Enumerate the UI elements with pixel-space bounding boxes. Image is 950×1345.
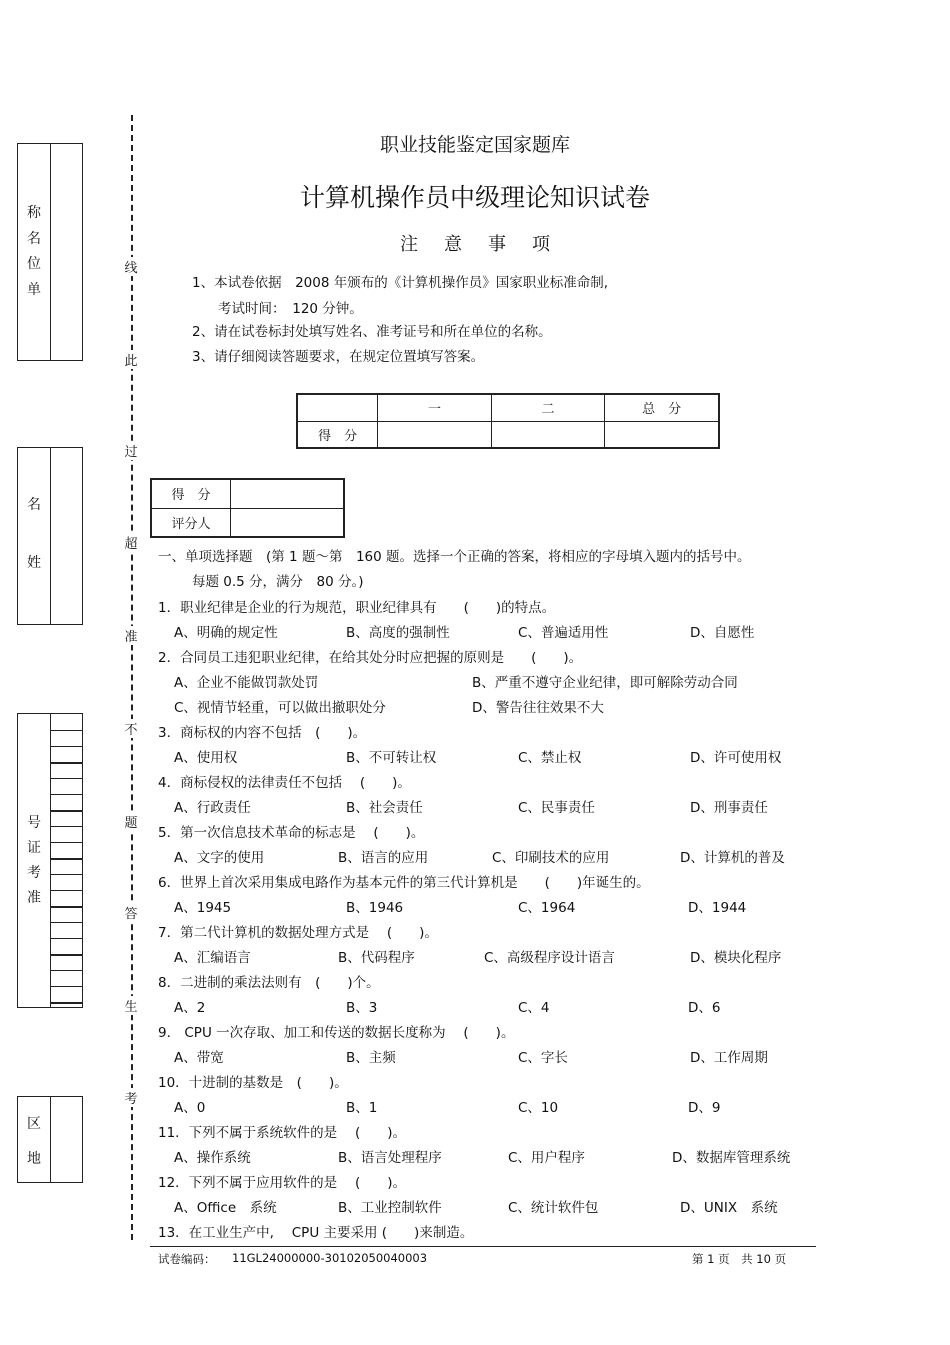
exam-number-cell-line: [51, 762, 82, 764]
exam-label-4: 准: [27, 890, 41, 906]
question-5-option: C、印刷技术的应用: [492, 850, 610, 866]
region-label-2: 地: [27, 1151, 41, 1167]
question-2-option: C、视情节轻重，可以做出撤职处分: [174, 700, 386, 716]
question-1-option: A、明确的规定性: [174, 625, 278, 641]
question-9-option: B、主频: [346, 1050, 396, 1066]
score-header-part1: 一: [378, 394, 492, 421]
grader-score-label: 得 分: [151, 479, 231, 508]
question-6-option: A、1945: [174, 900, 232, 916]
name-box-divider: [50, 448, 51, 624]
question-8-option: D、6: [688, 1000, 721, 1016]
question-10-option: A、0: [174, 1100, 206, 1116]
question-2-option: B、严重不遵守企业纪律，即可解除劳动合同: [472, 675, 738, 691]
binding-char: 准: [123, 626, 139, 645]
question-7-option: C、高级程序设计语言: [484, 950, 615, 966]
section-heading: 一、单项选择题 (第 1 题～第 160 题。选择一个正确的答案，将相应的字母填入题内的括号中。: [158, 549, 751, 565]
grader-table: [150, 478, 345, 538]
question-1: 1．职业纪律是企业的行为规范，职业纪律具有 ( )的特点。: [158, 600, 556, 616]
exam-number-cell-line: [51, 778, 82, 779]
question-5: 5．第一次信息技术革命的标志是 ( )。: [158, 825, 425, 841]
binding-dashed-line: [131, 115, 133, 1240]
binding-char: 题: [123, 812, 139, 831]
unit-label-3: 位: [27, 256, 41, 272]
question-3-option: C、禁止权: [518, 750, 582, 766]
question-5-option: A、文字的使用: [174, 850, 265, 866]
footer-code: 11GL24000000-30102050040003: [232, 1251, 428, 1265]
question-8-option: B、3: [346, 1000, 378, 1016]
question-12-option: A、Office 系统: [174, 1200, 277, 1216]
binding-char: 不: [123, 719, 139, 738]
question-10: 10．十进制的基数是 ( )。: [158, 1075, 348, 1091]
exam-label-3: 考: [27, 865, 41, 881]
exam-number-cell-line: [51, 970, 82, 971]
score-row-label: 得 分: [297, 421, 378, 448]
note-1-cont: 考试时间： 120 分钟。: [218, 301, 363, 317]
exam-number-cell-line: [51, 746, 82, 747]
question-9-option: A、带宽: [174, 1050, 224, 1066]
exam-number-cell-line: [51, 1002, 82, 1004]
question-3-option: B、不可转让权: [346, 750, 437, 766]
footer-page: 第 1 页 共 10 页: [692, 1252, 787, 1266]
question-10-option: B、1: [346, 1100, 378, 1116]
exam-number-cell-line: [51, 730, 82, 731]
region-box-divider: [50, 1097, 51, 1182]
binding-char: 答: [123, 903, 139, 922]
name-label-2: 姓: [27, 555, 41, 571]
question-7-option: B、代码程序: [338, 950, 415, 966]
exam-number-cell-line: [51, 906, 82, 908]
exam-number-cell-line: [51, 858, 82, 860]
exam-number-cell-line: [51, 938, 82, 939]
exam-number-box: [17, 713, 83, 1008]
question-4-option: B、社会责任: [346, 800, 423, 816]
binding-char: 生: [123, 996, 139, 1015]
question-1-option: C、普遍适用性: [518, 625, 609, 641]
question-9-option: D、工作周期: [690, 1050, 768, 1066]
question-6-option: D、1944: [688, 900, 747, 916]
note-2: 2、请在试卷标封处填写姓名、准考证号和所在单位的名称。: [192, 324, 552, 340]
exam-title: 计算机操作员中级理论知识试卷: [299, 183, 650, 212]
binding-char: 超: [123, 533, 139, 552]
exam-number-cell-line: [51, 986, 82, 987]
question-6-option: B、1946: [346, 900, 404, 916]
question-1-option: D、自愿性: [690, 625, 755, 641]
name-label-1: 名: [27, 497, 41, 513]
org-title: 职业技能鉴定国家题库: [379, 134, 570, 156]
question-3-option: D、许可使用权: [690, 750, 782, 766]
binding-char: 线: [123, 257, 139, 276]
question-9-option: C、字长: [518, 1050, 568, 1066]
exam-number-cell-line: [51, 922, 82, 923]
question-10-option: C、10: [518, 1100, 559, 1116]
region-label-1: 区: [27, 1116, 41, 1132]
question-4-option: A、行政责任: [174, 800, 251, 816]
binding-char: 过: [123, 441, 139, 460]
question-12: 12．下列不属于应用软件的是 ( )。: [158, 1175, 407, 1191]
question-3: 3．商标权的内容不包括 ( )。: [158, 725, 367, 741]
grader-name-label: 评分人: [151, 508, 231, 537]
question-7-option: A、汇编语言: [174, 950, 251, 966]
question-11-option: B、语言处理程序: [338, 1150, 442, 1166]
section-heading-cont: 每题 0.5 分，满分 80 分。): [192, 574, 364, 590]
unit-label-2: 名: [27, 231, 41, 247]
exam-number-cell-line: [51, 810, 82, 812]
question-5-option: B、语言的应用: [338, 850, 429, 866]
question-2: 2．合同员工违犯职业纪律，在给其处分时应把握的原则是 ( )。: [158, 650, 583, 666]
grader-score-cell[interactable]: [231, 479, 345, 508]
score-header-total: 总 分: [605, 394, 719, 421]
exam-label-2: 证: [27, 840, 41, 856]
question-11-option: A、操作系统: [174, 1150, 251, 1166]
exam-number-cell-line: [51, 890, 82, 891]
exam-number-cell-line: [51, 874, 82, 875]
question-12-option: C、统计软件包: [508, 1200, 599, 1216]
binding-char: 此: [123, 350, 139, 369]
exam-number-cell-line: [51, 954, 82, 956]
question-8-option: C、4: [518, 1000, 550, 1016]
question-4-option: D、刑事责任: [690, 800, 768, 816]
score-cell-part1[interactable]: [378, 421, 492, 448]
notice-heading: 注意事项: [400, 234, 576, 255]
question-11-option: D、数据库管理系统: [672, 1150, 791, 1166]
question-9: 9． CPU 一次存取、加工和传送的数据长度称为 ( )。: [158, 1025, 515, 1041]
question-5-option: D、计算机的普及: [680, 850, 785, 866]
question-4: 4．商标侵权的法律责任不包括 ( )。: [158, 775, 411, 791]
footer-code-label: 试卷编码：: [158, 1252, 216, 1266]
score-cell-part2[interactable]: [491, 421, 605, 448]
unit-label-1: 称: [27, 205, 41, 221]
score-header-blank: [297, 394, 378, 421]
question-10-option: D、9: [688, 1100, 721, 1116]
question-4-option: C、民事责任: [518, 800, 595, 816]
exam-label-1: 号: [27, 815, 41, 831]
question-3-option: A、使用权: [174, 750, 238, 766]
score-header-part2: 二: [491, 394, 605, 421]
score-table: [296, 393, 720, 449]
unit-label-4: 单: [27, 282, 41, 298]
question-13: 13．在工业生产中, CPU 主要采用 ( )来制造。: [158, 1225, 474, 1241]
score-cell-total[interactable]: [605, 421, 719, 448]
region-box: [17, 1096, 83, 1183]
footer-rule: [150, 1246, 816, 1247]
binding-char: 考: [123, 1088, 139, 1107]
exam-number-cell-line: [51, 842, 82, 843]
question-6-option: C、1964: [518, 900, 576, 916]
exam-number-cells: [51, 714, 82, 1007]
note-3: 3、请仔细阅读答题要求，在规定位置填写答案。: [192, 349, 485, 365]
question-12-option: B、工业控制软件: [338, 1200, 442, 1216]
question-2-option: A、企业不能做罚款处罚: [174, 675, 319, 691]
question-1-option: B、高度的强制性: [346, 625, 450, 641]
question-6: 6．世界上首次采用集成电路作为基本元件的第三代计算机是 ( )年诞生的。: [158, 875, 650, 891]
question-8: 8．二进制的乘法法则有 ( )个。: [158, 975, 380, 991]
question-11-option: C、用户程序: [508, 1150, 585, 1166]
exam-number-cell-line: [51, 826, 82, 827]
question-8-option: A、2: [174, 1000, 206, 1016]
question-2-option: D、警告往往效果不大: [472, 700, 604, 716]
question-11: 11．下列不属于系统软件的是 ( )。: [158, 1125, 407, 1141]
exam-number-cell-line: [51, 794, 82, 795]
note-1: 1、本试卷依据 2008 年颁布的《计算机操作员》国家职业标准命制,: [192, 275, 609, 291]
name-box: [17, 447, 83, 625]
question-7-option: D、模块化程序: [690, 950, 782, 966]
question-7: 7．第二代计算机的数据处理方式是 ( )。: [158, 925, 438, 941]
grader-name-cell[interactable]: [231, 508, 345, 537]
question-12-option: D、UNIX 系统: [680, 1200, 778, 1216]
